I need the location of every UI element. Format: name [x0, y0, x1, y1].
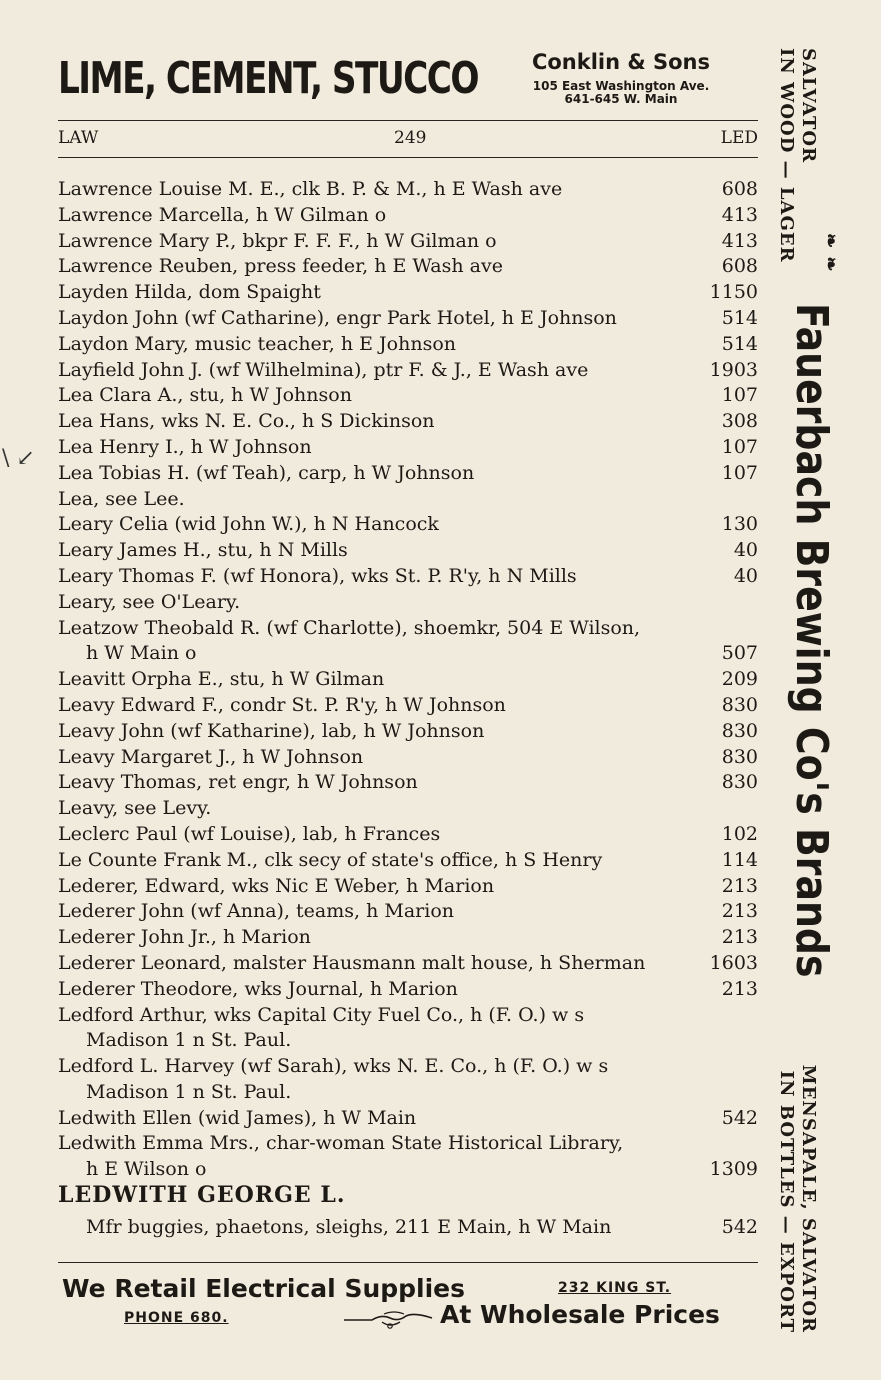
entry-house-number: 40 — [733, 564, 758, 587]
header-ad-address-line-2: 641-645 W. Main — [564, 92, 678, 106]
entry-text: Lederer John (wf Anna), teams, h Marion — [58, 900, 454, 923]
entry-text: Laydon John (wf Catharine), engr Park Hotel, h E Johnson — [58, 306, 617, 329]
entry-text: Leary Celia (wid John W.), h N Hancock — [58, 513, 439, 536]
entry-house-number: 107 — [721, 461, 758, 484]
entry-house-number: 514 — [721, 332, 758, 355]
entry-text: Lederer, Edward, wks Nic E Weber, h Marion — [58, 874, 495, 897]
entry-house-number: 209 — [721, 668, 758, 691]
listing-entry — [58, 1157, 758, 1183]
listing-entry — [58, 641, 758, 667]
entry-house-number: 1150 — [709, 281, 758, 304]
entry-text: Lederer John Jr., h Marion — [58, 926, 311, 949]
entry-house-number: 608 — [721, 178, 758, 200]
entry-text: Laydon Mary, music teacher, h E Johnson — [58, 332, 457, 355]
directory-listing — [58, 177, 758, 1241]
entry-house-number: 213 — [721, 926, 758, 949]
listing-entry — [58, 229, 758, 255]
listing-heading — [58, 1183, 758, 1215]
entry-text: Ledford Arthur, wks Capital City Fuel Co., h (F. O.) w s — [58, 1003, 585, 1026]
entry-text: Lawrence Marcella, h W Gilman o — [58, 203, 387, 226]
header-ad-headline: LIME, CEMENT, STUCCO — [58, 53, 479, 104]
entry-text: Lawrence Mary P., bkpr F. F. F., h W Gilman o — [58, 229, 497, 252]
entry-house-number: 1309 — [709, 1158, 758, 1181]
listing-entry — [58, 693, 758, 719]
listing-entry — [58, 461, 758, 487]
header-top-rule — [58, 120, 758, 121]
footer-rule — [58, 1262, 758, 1263]
listing-entry — [58, 487, 758, 513]
listing-entry — [58, 1003, 758, 1029]
entry-house-number: 542 — [721, 1106, 758, 1129]
listing-entry — [58, 719, 758, 745]
listing-entry — [58, 1131, 758, 1157]
entry-house-number: 413 — [721, 229, 758, 252]
entry-text: Leary, see O'Leary. — [58, 590, 241, 613]
entry-text: h E Wilson o — [86, 1158, 207, 1181]
side-ad-mensapale: MENSAPALE, SALVATOR — [798, 1064, 819, 1333]
entry-house-number: 830 — [721, 719, 758, 742]
listing-entry — [58, 254, 758, 280]
entry-text: Leavy Thomas, ret engr, h W Johnson — [58, 771, 418, 794]
entry-text: Layden Hilda, dom Spaight — [58, 281, 321, 304]
side-ad-ornament: ❧ ❧ — [820, 233, 841, 273]
entry-house-number: 1603 — [709, 951, 758, 974]
flourish-icon — [342, 1306, 434, 1330]
entry-text: h W Main o — [86, 642, 197, 665]
entry-text: Lawrence Reuben, press feeder, h E Wash ave — [58, 255, 503, 278]
listing-entry — [58, 538, 758, 564]
listing-entry — [58, 874, 758, 900]
listing-entry — [58, 796, 758, 822]
entry-text: Lawrence Louise M. E., clk B. P. & M., h E Wash ave — [58, 178, 563, 200]
entry-house-number: 114 — [721, 848, 758, 871]
entry-text: Leary Thomas F. (wf Honora), wks St. P. R'y, h N Mills — [58, 564, 577, 587]
entry-text: Lea Tobias H. (wf Teah), carp, h W Johnson — [58, 461, 475, 484]
entry-text: Ledford L. Harvey (wf Sarah), wks N. E. Co., h (F. O.) w s — [58, 1055, 609, 1078]
entry-house-number: 213 — [721, 874, 758, 897]
listing-entry — [58, 1215, 758, 1241]
listing-entry — [58, 1106, 758, 1132]
entry-house-number: 40 — [733, 539, 758, 562]
entry-house-number: 507 — [721, 642, 758, 665]
entry-text: Leavy Margaret J., h W Johnson — [58, 745, 364, 768]
listing-entry — [58, 383, 758, 409]
header-ad-address — [506, 80, 736, 106]
entry-text: Leavy John (wf Katharine), lab, h W Johnson — [58, 719, 485, 742]
entry-text: Leclerc Paul (wf Louise), lab, h Frances — [58, 822, 441, 845]
entry-text: Layfield John J. (wf Wilhelmina), ptr F. & J., E Wash ave — [58, 358, 589, 381]
side-ad-rotated — [775, 48, 845, 1333]
entry-text: Ledwith Emma Mrs., char-woman State Historical Library, — [58, 1132, 624, 1155]
entry-house-number: 413 — [721, 203, 758, 226]
listing-entry — [58, 590, 758, 616]
entry-text: Ledwith Ellen (wid James), h W Main — [58, 1106, 417, 1129]
listing-entry — [58, 306, 758, 332]
listing-entry — [58, 409, 758, 435]
entry-text: LEDWITH GEORGE L. — [58, 1182, 346, 1209]
listing-entry — [58, 745, 758, 771]
entry-house-number: 102 — [721, 822, 758, 845]
listing-entry — [58, 848, 758, 874]
header-ad-address-line-1: 105 East Washington Ave. — [532, 79, 710, 93]
entry-house-number: 1903 — [709, 358, 758, 381]
entry-text: Lea Hans, wks N. E. Co., h S Dickinson — [58, 410, 435, 433]
entry-house-number: 107 — [721, 384, 758, 407]
listing-entry — [58, 667, 758, 693]
footer-ad-headline: We Retail Electrical Supplies — [62, 1274, 466, 1303]
listing-entry — [58, 925, 758, 951]
entry-house-number: 213 — [721, 977, 758, 1000]
entry-text: Leary James H., stu, h N Mills — [58, 539, 348, 562]
entry-house-number: 830 — [721, 745, 758, 768]
entry-house-number: 542 — [721, 1216, 758, 1239]
listing-entry — [58, 616, 758, 642]
listing-entry — [58, 822, 758, 848]
listing-entry — [58, 1080, 758, 1106]
side-ad-wood-lager: IN WOOD — LAGER — [776, 48, 797, 263]
entry-house-number: 130 — [721, 513, 758, 536]
listing-entry — [58, 899, 758, 925]
page-number: 249 — [394, 128, 427, 148]
margin-annotation: \ ↙ — [2, 446, 35, 471]
entry-house-number: 830 — [721, 771, 758, 794]
entry-text: Leavy Edward F., condr St. P. R'y, h W Johnson — [58, 693, 506, 716]
side-advertisement — [775, 48, 845, 1333]
entry-text: Lederer Theodore, wks Journal, h Marion — [58, 977, 458, 1000]
listing-entry — [58, 177, 758, 203]
entry-text: Le Counte Frank M., clk secy of state's office, h S Henry — [58, 848, 603, 871]
listing-entry — [58, 435, 758, 461]
listing-entry — [58, 1028, 758, 1054]
listing-entry — [58, 332, 758, 358]
listing-entry — [58, 203, 758, 229]
entry-text: Madison 1 n St. Paul. — [86, 1029, 292, 1052]
entry-text: Madison 1 n St. Paul. — [86, 1080, 292, 1103]
entry-text: Lederer Leonard, malster Hausmann malt house, h Sherman — [58, 951, 646, 974]
footer-ad-address: 232 KING ST. — [558, 1280, 672, 1296]
side-ad-bottles-export: IN BOTTLES — EXPORT — [776, 1070, 797, 1333]
entry-text: Lea, see Lee. — [58, 487, 185, 510]
entry-house-number: 608 — [721, 255, 758, 278]
header-ad-firm: Conklin & Sons — [531, 50, 711, 74]
entry-house-number: 830 — [721, 693, 758, 716]
listing-entry — [58, 977, 758, 1003]
listing-entry — [58, 770, 758, 796]
entry-text: Lea Clara A., stu, h W Johnson — [58, 384, 352, 407]
listing-entry — [58, 280, 758, 306]
entry-text: Lea Henry I., h W Johnson — [58, 435, 312, 458]
entry-house-number: 107 — [721, 435, 758, 458]
header-advertisement — [58, 48, 738, 110]
running-head — [58, 128, 758, 154]
running-head-left: LAW — [58, 128, 99, 148]
listing-entry — [58, 564, 758, 590]
running-head-right: LED — [720, 128, 758, 148]
entry-text: Leavy, see Levy. — [58, 797, 212, 820]
entry-text: Leatzow Theobald R. (wf Charlotte), shoemkr, 504 E Wilson, — [58, 616, 641, 639]
listing-entry — [58, 512, 758, 538]
listing-entry — [58, 951, 758, 977]
entry-text: Leavitt Orpha E., stu, h W Gilman — [58, 668, 385, 691]
entry-house-number: 308 — [721, 410, 758, 433]
footer-advertisement — [58, 1262, 758, 1342]
listing-entry — [58, 358, 758, 384]
entry-house-number: 514 — [721, 306, 758, 329]
side-ad-headline: Fauerbach Brewing Co's Brands — [786, 303, 837, 978]
footer-ad-tagline: At Wholesale Prices — [440, 1300, 720, 1329]
entry-text: Mfr buggies, phaetons, sleighs, 211 E Main, h W Main — [86, 1216, 612, 1239]
listing-entry — [58, 1054, 758, 1080]
side-ad-salvator: SALVATOR — [798, 48, 819, 164]
header-bottom-rule — [58, 157, 758, 158]
entry-house-number: 213 — [721, 900, 758, 923]
footer-ad-phone: PHONE 680. — [124, 1310, 229, 1326]
